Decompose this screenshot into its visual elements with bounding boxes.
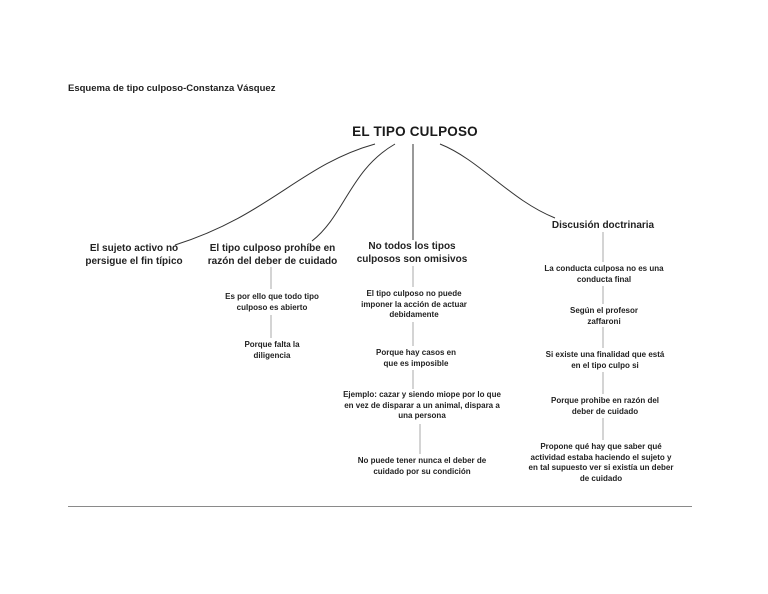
branch-4-node: Discusión doctrinaria: [551, 220, 655, 231]
branch-4-child-5: Propone qué hay que saber qué actividad estaba haciendo el sujeto y en tal supuesto ver si existía un deber de cuidado: [528, 442, 674, 483]
diagram-title: EL TIPO CULPOSO: [352, 124, 478, 139]
footer-divider: [68, 506, 692, 507]
branch-3-child-1: El tipo culposo no puede imponer la acción de actuar debidamente: [361, 289, 467, 319]
branch-3-child-4: No puede tener nunca el deber de cuidado por su condición: [357, 456, 487, 476]
branch-4-child-4: Porque prohibe en razón del deber de cuidado: [550, 396, 659, 416]
branch-2-child-2: Porque falta la diligencia: [244, 340, 300, 360]
branch-4-child-1: La conducta culposa no es una conducta final: [544, 264, 664, 284]
branch-4-child-3: Si existe una finalidad que está en el tipo culpo si: [545, 350, 665, 370]
connector-branch-4: [440, 144, 555, 218]
connector-branch-2: [312, 144, 395, 241]
branch-3-child-2: Porque hay casos en que es imposible: [375, 348, 457, 368]
branch-2-node: El tipo culposo prohíbe en razón del deber de cuidado: [207, 243, 338, 267]
branch-3-node: No todos los tipos culposos son omisivos: [356, 241, 468, 265]
branch-2-child-1: Es por ello que todo tipo culposo es abierto: [225, 292, 319, 312]
branch-4-child-2: Según el profesor zaffaroni: [569, 306, 638, 326]
branch-3-child-3: Ejemplo: cazar y siendo miope por lo que en vez de disparar a un animal, dispara a una persona: [343, 390, 501, 420]
connector-branch-1: [175, 144, 375, 245]
branch-1-node: El sujeto activo no persigue el fin típico: [85, 243, 183, 267]
document-header: Esquema de tipo culposo-Constanza Vásquez: [68, 83, 276, 94]
